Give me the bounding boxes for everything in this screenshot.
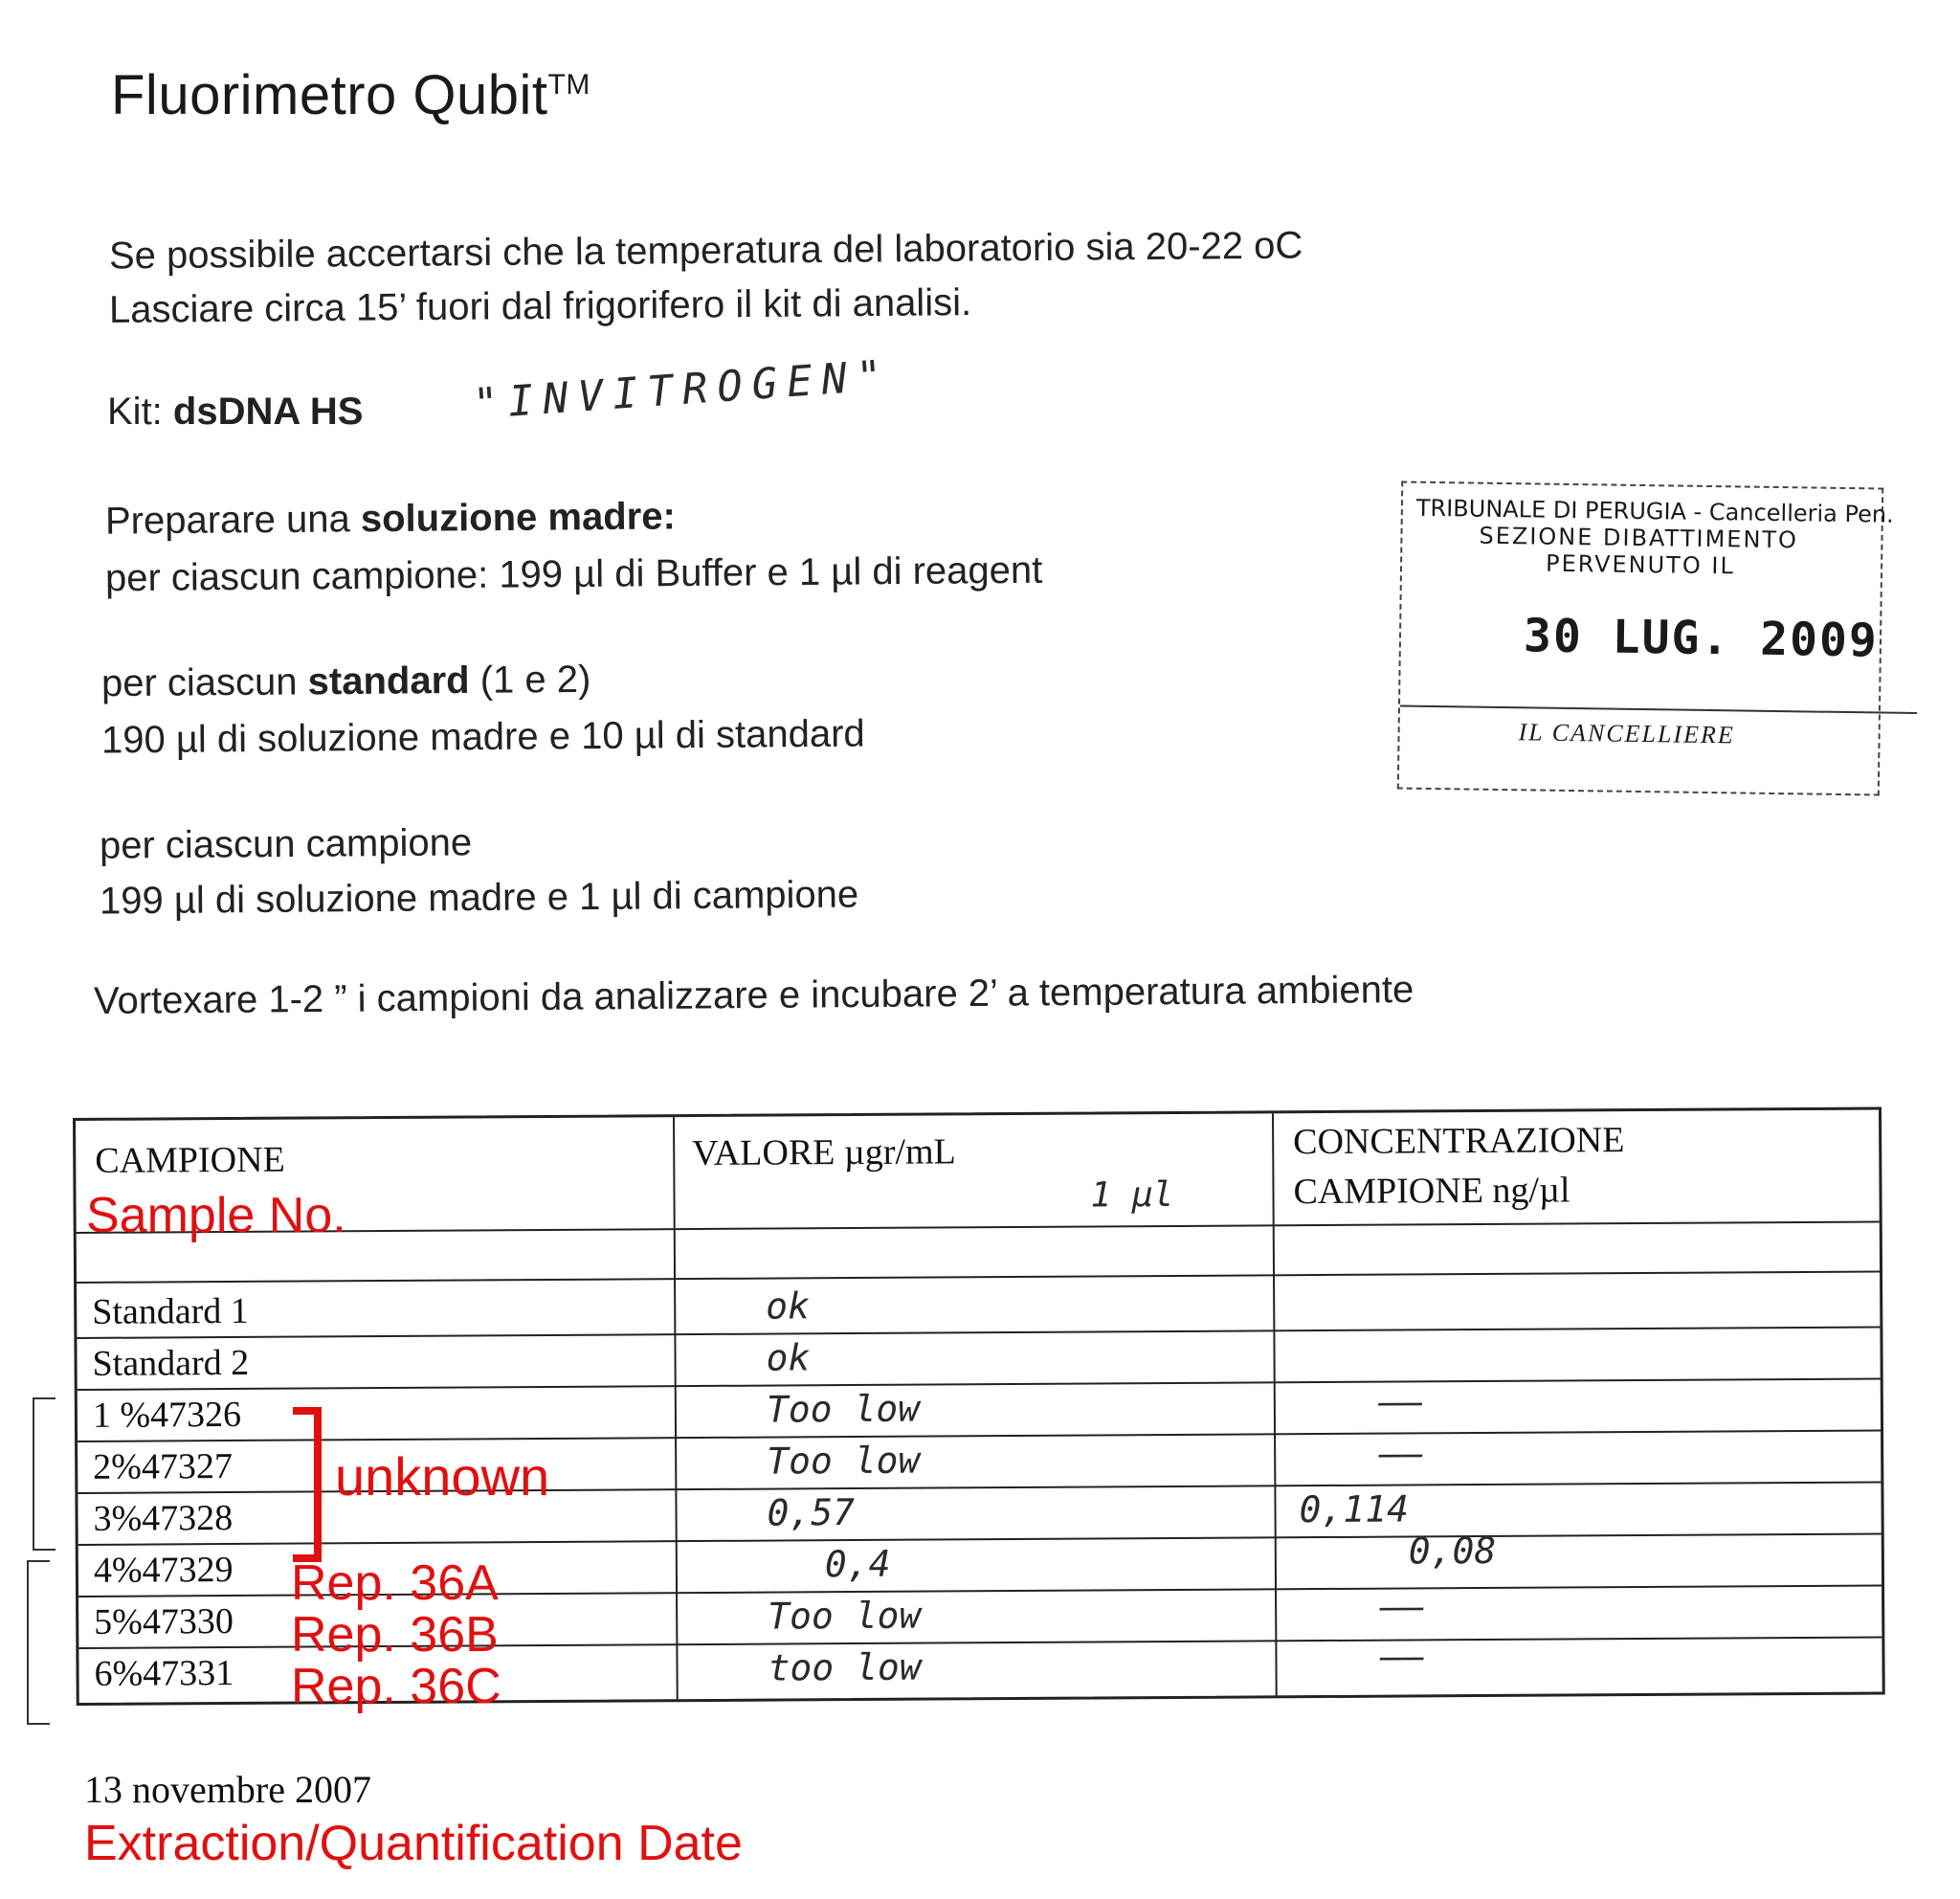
prep-text: Preparare una [104,498,350,543]
table-row-conc: 0,114 [1299,1487,1410,1531]
row-divider [77,1270,1880,1284]
table-row-campione: Standard 2 [92,1342,250,1384]
sample-group-bracket [33,1397,56,1551]
header-conc-line2: CAMPIONE ng/µl [1293,1170,1570,1213]
footer-date: 13 novembre 2007 [84,1768,371,1811]
rep-36a-annotation: Rep. 36A [291,1555,499,1611]
header-conc-line1: CONCENTRAZIONE [1293,1120,1625,1163]
header-campione: CAMPIONE [95,1139,285,1181]
row-divider [78,1377,1881,1391]
table-row-campione: 3%47328 [93,1497,234,1539]
stamp-signature-rule [1400,705,1917,715]
sample-no-annotation: Sample No. [86,1188,346,1243]
vortex-instruction: Vortexare 1-2 ” i campioni da analizzare e incubare 2’ a temperatura ambiente [93,968,1414,1023]
row-divider [78,1532,1882,1546]
column-divider [1272,1113,1278,1695]
header-valore: VALORE µgr/mL [692,1131,956,1174]
rep-36b-annotation: Rep. 36B [291,1607,499,1663]
table-row-conc: 0,08 [1408,1529,1497,1573]
sample-line: per ciascun campione [99,821,473,867]
table-row-conc: —— [1378,1380,1423,1423]
kit-out-instruction: Lasciare circa 15’ fuori dal frigorifero il kit di analisi. [108,281,972,331]
table-row-conc: —— [1379,1432,1424,1475]
stamp-court-name: TRIBUNALE DI PERUGIA - Cancelleria Pen. [1415,494,1894,528]
standard-bold: standard [307,659,470,704]
kit-name: dsDNA HS [172,391,364,433]
document-title [111,63,590,127]
table-row-campione: Standard 1 [92,1290,249,1332]
table-row-valore: Too low [766,1387,921,1431]
prep-detail: per ciascun campione: 199 µl di Buffer e 1 µl di reagent [104,548,1043,600]
unknown-annotation: unknown [335,1446,550,1507]
standard-text: per ciascun [100,660,298,705]
court-stamp [1397,480,1894,795]
stamp-section: SEZIONE DIBATTIMENTO [1479,522,1799,554]
prep-bold: soluzione madre: [360,495,676,541]
row-divider [77,1220,1880,1234]
trademark-mark: TM [547,69,590,101]
kit-handwritten-note: "INVITROGEN" [471,350,894,430]
standard-line [101,659,591,705]
table-row-valore: ok [766,1336,811,1379]
rep-36c-annotation: Rep. 36C [291,1659,501,1714]
kit-label: Kit: [107,391,163,433]
table-row-campione: 2%47327 [93,1445,234,1487]
table-row-valore: Too low [768,1594,922,1638]
prep-line [105,495,676,543]
title-text: Fluorimetro Qubit [111,64,548,126]
stamp-date: 30 LUG. 2009 [1523,609,1880,668]
stamp-received: PERVENUTO IL [1545,549,1735,580]
table-row-valore: Too low [767,1439,921,1483]
table-row-campione: 4%47329 [93,1549,234,1591]
date-caption-annotation: Extraction/Quantification Date [84,1816,743,1871]
standard-range: (1 e 2) [479,658,591,702]
unknown-bracket [293,1407,322,1562]
table-row-campione: 1 %47326 [92,1394,242,1436]
stamp-signer: IL CANCELLIERE [1518,718,1735,749]
sample-group-bracket [27,1560,50,1725]
table-row-conc: —— [1380,1585,1425,1628]
row-divider [77,1326,1880,1339]
table-row-valore: too low [768,1645,922,1689]
header-valore-hand: 1 µl [1090,1174,1174,1216]
standard-detail: 190 µl di soluzione madre e 10 µl di standard [100,712,865,762]
row-divider [78,1429,1881,1442]
column-divider [673,1117,679,1699]
table-row-campione: 6%47331 [94,1652,234,1694]
table-row-valore: ok [766,1285,811,1328]
table-row-valore: 0,4 [824,1542,891,1586]
table-row-campione: 5%47330 [94,1600,234,1642]
sample-detail: 199 µl di soluzione madre e 1 µl di campione [99,873,859,923]
temperature-instruction: Se possibile accertarsi che la temperatura del laboratorio sia 20-22 oC [108,224,1303,278]
table-row-valore: 0,57 [767,1491,856,1534]
table-row-conc: —— [1380,1635,1425,1678]
kit-line [107,391,363,434]
